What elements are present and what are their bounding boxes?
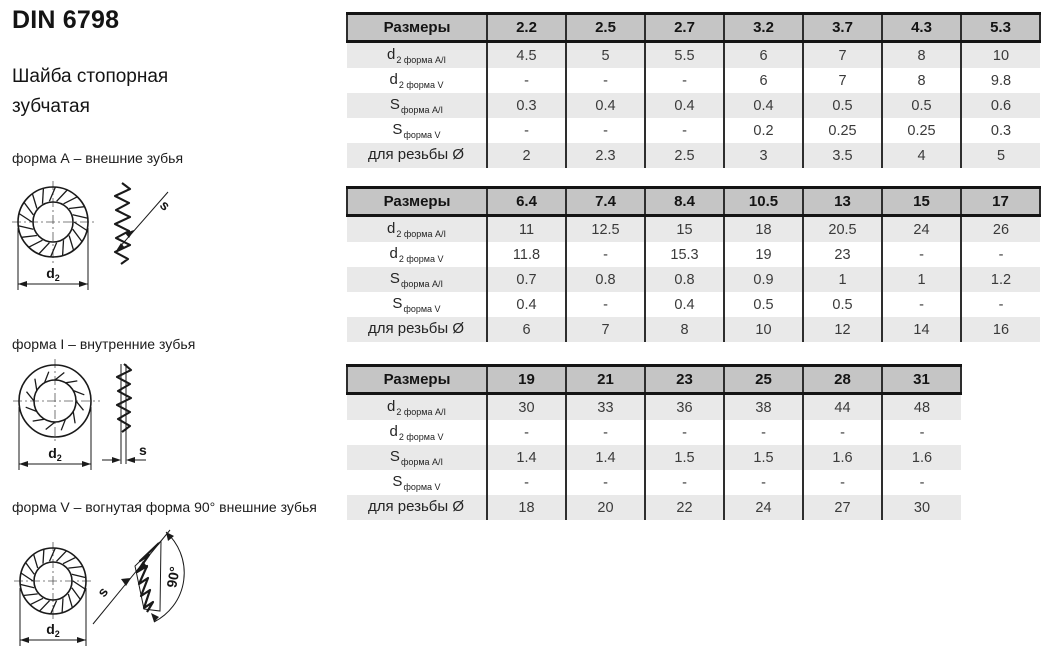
size-header: 3.7 xyxy=(803,14,882,42)
value-cell: 1.4 xyxy=(566,445,645,470)
size-header: 10.5 xyxy=(724,188,803,216)
value-cell: 3.5 xyxy=(803,143,882,168)
form-i-diagram xyxy=(8,352,208,482)
table-row xyxy=(347,445,961,470)
row-label-subscript: форма А/I xyxy=(400,105,444,115)
size-column-header: Размеры xyxy=(347,14,487,42)
table-row xyxy=(347,470,961,495)
row-label-subscript: форма А/I xyxy=(400,279,444,289)
row-label-main: для резьбы Ø xyxy=(367,146,465,163)
value-cell: 0.25 xyxy=(803,118,882,143)
value-cell: 18 xyxy=(724,216,803,243)
size-column-header: Размеры xyxy=(347,188,487,216)
row-label-main: S xyxy=(389,96,400,113)
value-cell: 10 xyxy=(724,317,803,342)
value-cell: - xyxy=(882,242,961,267)
value-cell: - xyxy=(487,118,566,143)
value-cell: - xyxy=(961,292,1040,317)
value-cell: 0.6 xyxy=(961,93,1040,118)
value-cell: 24 xyxy=(882,216,961,243)
page-title: DIN 6798 xyxy=(12,6,120,34)
size-header: 23 xyxy=(645,366,724,394)
dimension-table-2 xyxy=(346,186,1041,342)
row-label xyxy=(347,495,487,520)
value-cell: 23 xyxy=(803,242,882,267)
value-cell: 0.4 xyxy=(487,292,566,317)
d2-label-i: $d_2$ xyxy=(48,445,62,463)
row-label-main: S xyxy=(392,295,403,312)
value-cell: 3 xyxy=(724,143,803,168)
value-cell: - xyxy=(566,420,645,445)
value-cell: 11 xyxy=(487,216,566,243)
table-row xyxy=(347,216,1040,243)
angle-90-label: 90° xyxy=(163,565,183,589)
value-cell: 2 xyxy=(487,143,566,168)
row-label-subscript: форма А/I xyxy=(400,457,444,467)
value-cell: 15.3 xyxy=(645,242,724,267)
value-cell: - xyxy=(645,68,724,93)
row-label xyxy=(347,143,487,168)
value-cell: 2.5 xyxy=(645,143,724,168)
d2-label-a: $d_2$ xyxy=(46,265,60,283)
value-cell: 12.5 xyxy=(566,216,645,243)
value-cell: 8 xyxy=(645,317,724,342)
row-label-subscript: 2 форма V xyxy=(398,254,444,264)
form-a-label: форма А – внешние зубья xyxy=(12,150,184,166)
value-cell: 5.5 xyxy=(645,42,724,69)
value-cell: 1.2 xyxy=(961,267,1040,292)
row-label-main: d xyxy=(387,220,396,237)
value-cell: 7 xyxy=(803,42,882,69)
table-row xyxy=(347,143,1040,168)
size-header: 8.4 xyxy=(645,188,724,216)
value-cell: 1.6 xyxy=(882,445,961,470)
table-row xyxy=(347,420,961,445)
value-cell: - xyxy=(487,470,566,495)
row-label-subscript: форма V xyxy=(403,304,441,314)
size-header: 7.4 xyxy=(566,188,645,216)
row-label-main: d xyxy=(389,245,398,262)
value-cell: 1 xyxy=(803,267,882,292)
table-row xyxy=(347,267,1040,292)
washer-side-view-v xyxy=(93,530,184,624)
row-label xyxy=(347,292,487,317)
table-row xyxy=(347,93,1040,118)
value-cell: 22 xyxy=(645,495,724,520)
value-cell: 0.25 xyxy=(882,118,961,143)
dimension-table-3 xyxy=(346,364,962,520)
value-cell: 44 xyxy=(803,394,882,421)
table-row xyxy=(347,394,961,421)
page-subtitle: Шайба стопорная зубчатая xyxy=(12,66,169,117)
row-label-subscript: 2 форма А/I xyxy=(396,407,446,417)
value-cell: 6 xyxy=(724,68,803,93)
table-row xyxy=(347,317,1040,342)
value-cell: 0.3 xyxy=(961,118,1040,143)
size-header: 5.3 xyxy=(961,14,1040,42)
row-label-subscript: 2 форма V xyxy=(398,80,444,90)
table-row xyxy=(347,68,1040,93)
row-label-main: для резьбы Ø xyxy=(367,320,465,337)
row-label-subscript: форма V xyxy=(403,130,441,140)
value-cell: 0.5 xyxy=(803,93,882,118)
form-v-diagram xyxy=(8,516,248,661)
value-cell: 1.5 xyxy=(724,445,803,470)
value-cell: - xyxy=(724,420,803,445)
row-label xyxy=(347,93,487,118)
value-cell: 0.4 xyxy=(645,292,724,317)
dimensions-table xyxy=(346,12,1041,168)
s-dimension-label-v: s xyxy=(93,583,112,600)
value-cell: 1.6 xyxy=(803,445,882,470)
value-cell: 1.4 xyxy=(487,445,566,470)
value-cell: - xyxy=(487,420,566,445)
value-cell: 33 xyxy=(566,394,645,421)
row-label xyxy=(347,118,487,143)
row-label xyxy=(347,42,487,69)
value-cell: 5 xyxy=(961,143,1040,168)
size-header: 19 xyxy=(487,366,566,394)
value-cell: 16 xyxy=(961,317,1040,342)
value-cell: - xyxy=(803,420,882,445)
value-cell: - xyxy=(961,242,1040,267)
row-label-main: S xyxy=(392,121,403,138)
size-header: 2.7 xyxy=(645,14,724,42)
row-label-subscript: форма V xyxy=(403,482,441,492)
value-cell: 20.5 xyxy=(803,216,882,243)
value-cell: - xyxy=(566,118,645,143)
size-header: 6.4 xyxy=(487,188,566,216)
size-column-header: Размеры xyxy=(347,366,487,394)
value-cell: - xyxy=(566,470,645,495)
table-row xyxy=(347,42,1040,69)
s-dimension-label-i: s xyxy=(139,442,147,458)
value-cell: - xyxy=(566,68,645,93)
form-i-label: форма I – внутренние зубья xyxy=(12,336,196,352)
value-cell: 0.5 xyxy=(803,292,882,317)
value-cell: - xyxy=(645,470,724,495)
value-cell: 48 xyxy=(882,394,961,421)
size-header: 17 xyxy=(961,188,1040,216)
value-cell: 14 xyxy=(882,317,961,342)
table-header-row xyxy=(347,14,1040,42)
value-cell: 12 xyxy=(803,317,882,342)
form-v-label: форма V – вогнутая форма 90° внешние зубья xyxy=(12,499,317,515)
value-cell: 20 xyxy=(566,495,645,520)
value-cell: 11.8 xyxy=(487,242,566,267)
d2-label-v: $d_2$ xyxy=(46,621,60,639)
value-cell: 8 xyxy=(882,68,961,93)
row-label xyxy=(347,242,487,267)
size-header: 2.5 xyxy=(566,14,645,42)
value-cell: 0.7 xyxy=(487,267,566,292)
value-cell: 0.2 xyxy=(724,118,803,143)
value-cell: 5 xyxy=(566,42,645,69)
value-cell: 24 xyxy=(724,495,803,520)
value-cell: - xyxy=(803,470,882,495)
value-cell: - xyxy=(882,420,961,445)
row-label xyxy=(347,68,487,93)
value-cell: 19 xyxy=(724,242,803,267)
value-cell: 8 xyxy=(882,42,961,69)
value-cell: 0.4 xyxy=(724,93,803,118)
size-header: 31 xyxy=(882,366,961,394)
value-cell: 9.8 xyxy=(961,68,1040,93)
row-label xyxy=(347,445,487,470)
s-dimension-label-a: s xyxy=(156,196,174,214)
size-header: 25 xyxy=(724,366,803,394)
row-label-main: d xyxy=(389,71,398,88)
value-cell: 36 xyxy=(645,394,724,421)
value-cell: 1.5 xyxy=(645,445,724,470)
size-header: 28 xyxy=(803,366,882,394)
value-cell: - xyxy=(882,292,961,317)
table-header-row xyxy=(347,188,1040,216)
size-header: 13 xyxy=(803,188,882,216)
table-header-row xyxy=(347,366,961,394)
value-cell: - xyxy=(724,470,803,495)
value-cell: 26 xyxy=(961,216,1040,243)
value-cell: - xyxy=(645,118,724,143)
table-row xyxy=(347,118,1040,143)
row-label-subscript: 2 форма А/I xyxy=(396,229,446,239)
washer-front-view-v xyxy=(14,542,94,622)
value-cell: 6 xyxy=(487,317,566,342)
value-cell: 4.5 xyxy=(487,42,566,69)
value-cell: 0.9 xyxy=(724,267,803,292)
value-cell: 2.3 xyxy=(566,143,645,168)
value-cell: - xyxy=(487,68,566,93)
table-row xyxy=(347,242,1040,267)
value-cell: 0.8 xyxy=(645,267,724,292)
size-header: 21 xyxy=(566,366,645,394)
row-label-main: d xyxy=(389,423,398,440)
value-cell: 38 xyxy=(724,394,803,421)
value-cell: 27 xyxy=(803,495,882,520)
value-cell: - xyxy=(645,420,724,445)
row-label-subscript: 2 форма А/I xyxy=(396,55,446,65)
dimension-table-1 xyxy=(346,12,1041,168)
washer-front-view-a xyxy=(12,181,96,263)
value-cell: 10 xyxy=(961,42,1040,69)
size-header: 2.2 xyxy=(487,14,566,42)
value-cell: 0.4 xyxy=(645,93,724,118)
value-cell: 4 xyxy=(882,143,961,168)
value-cell: 0.3 xyxy=(487,93,566,118)
value-cell: - xyxy=(566,242,645,267)
row-label-subscript: 2 форма V xyxy=(398,432,444,442)
value-cell: 0.5 xyxy=(882,93,961,118)
row-label-main: S xyxy=(389,270,400,287)
value-cell: 1 xyxy=(882,267,961,292)
row-label-main: для резьбы Ø xyxy=(367,498,465,515)
row-label xyxy=(347,420,487,445)
value-cell: 7 xyxy=(566,317,645,342)
washer-side-view-i xyxy=(102,364,147,464)
value-cell: 0.4 xyxy=(566,93,645,118)
value-cell: 30 xyxy=(487,394,566,421)
row-label xyxy=(347,216,487,243)
table-row xyxy=(347,292,1040,317)
size-header: 3.2 xyxy=(724,14,803,42)
value-cell: - xyxy=(566,292,645,317)
washer-side-view-a xyxy=(115,183,174,264)
table-row xyxy=(347,495,961,520)
value-cell: 0.5 xyxy=(724,292,803,317)
row-label-main: S xyxy=(389,448,400,465)
value-cell: 15 xyxy=(645,216,724,243)
value-cell: 30 xyxy=(882,495,961,520)
row-label xyxy=(347,470,487,495)
form-a-diagram xyxy=(8,168,198,303)
dimensions-table xyxy=(346,364,962,520)
value-cell: 6 xyxy=(724,42,803,69)
row-label-main: d xyxy=(387,398,396,415)
row-label-main: d xyxy=(387,46,396,63)
value-cell: 18 xyxy=(487,495,566,520)
washer-front-view-i xyxy=(13,359,100,444)
row-label xyxy=(347,394,487,421)
value-cell: - xyxy=(882,470,961,495)
value-cell: 0.8 xyxy=(566,267,645,292)
size-header: 4.3 xyxy=(882,14,961,42)
size-header: 15 xyxy=(882,188,961,216)
row-label xyxy=(347,317,487,342)
value-cell: 7 xyxy=(803,68,882,93)
dimensions-table xyxy=(346,186,1041,342)
row-label-main: S xyxy=(392,473,403,490)
row-label xyxy=(347,267,487,292)
